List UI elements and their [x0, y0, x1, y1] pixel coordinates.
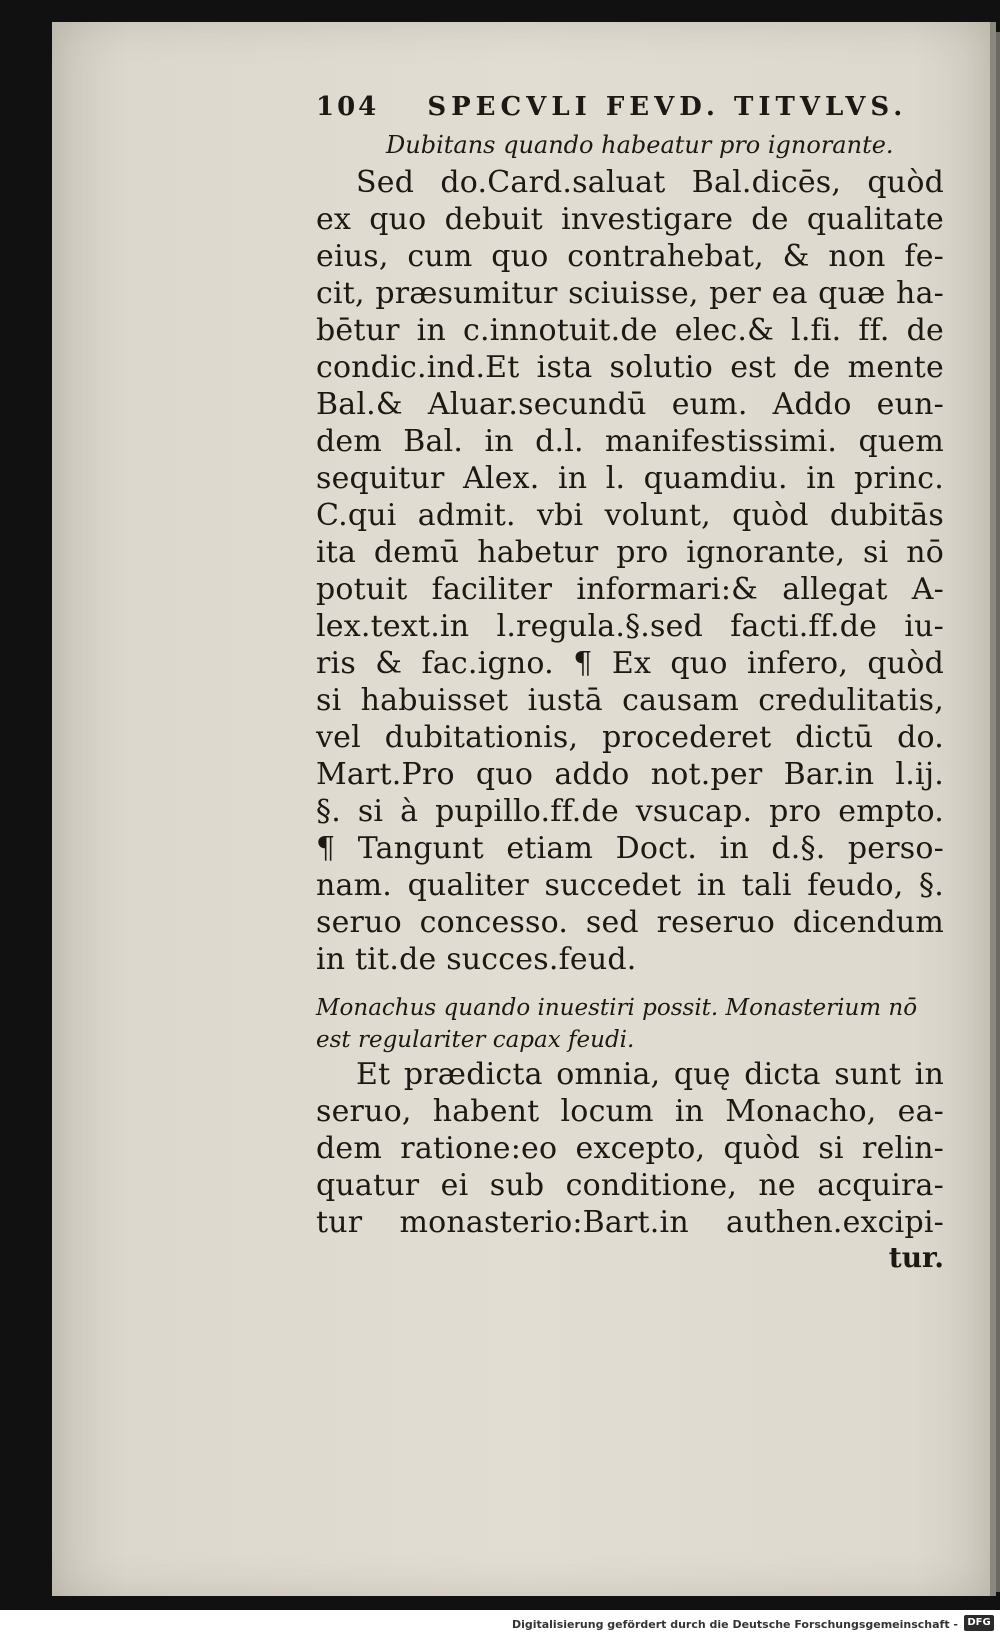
- paragraph-1: [316, 164, 944, 978]
- catchword: tur.: [888, 1241, 944, 1274]
- text-line: sequitur Alex. in l. quamdiu. in princ.: [316, 461, 944, 496]
- text-line: eius, cum quo contrahebat, & non fe-: [316, 239, 944, 274]
- text-line: ¶ Tangunt etiam Doct. in d.§. perso-: [316, 831, 944, 866]
- page-edge: [996, 32, 1000, 1592]
- text-line: ex quo debuit investigare de qualitate: [316, 202, 944, 237]
- side-summary-2: [316, 992, 944, 1056]
- text-line: dem Bal. in d.l. manifestissimi. quem: [316, 424, 944, 459]
- text-line: cit, præsumitur sciuisse, per ea quæ ha-: [316, 276, 944, 311]
- text-line: ita demū habetur pro ignorante, si nō: [316, 535, 944, 570]
- side-summary-1: Dubitans quando habeatur pro ignorante.: [386, 131, 894, 159]
- text-line: condic.ind.Et ista solutio est de mente: [316, 350, 944, 385]
- text-block: [316, 92, 944, 1275]
- text-line: tur monasterio:Bart.in authen.excipi-: [316, 1205, 944, 1240]
- text-line: Mart.Pro quo addo not.per Bar.in l.ij.: [316, 757, 944, 792]
- text-line: C.qui admit. vbi volunt, quòd dubitās: [316, 498, 944, 533]
- text-line: potuit faciliter informari:& allegat A-: [316, 572, 944, 607]
- paragraph-2: [316, 1056, 944, 1241]
- summary-line: Monachus quando inuestiri possit. Monasterium nō: [316, 995, 918, 1021]
- page-number: 104: [316, 92, 380, 122]
- text-line: Et prædicta omnia, quę dicta sunt in: [356, 1057, 944, 1092]
- text-line: nam. qualiter succedet in tali feudo, §.: [316, 868, 944, 903]
- running-title: SPECVLI FEVD. TITVLVS.: [427, 92, 908, 122]
- text-line: Bal.& Aluar.secundū eum. Addo eun-: [316, 387, 944, 422]
- footer-credit: Digitalisierung gefördert durch die Deutsche Forschungsgemeinschaft -: [511, 1618, 958, 1631]
- text-line: §. si à pupillo.ff.de vsucap. pro empto.: [316, 794, 944, 829]
- text-line: dem ratione:eo excepto, quòd si relin-: [316, 1131, 944, 1166]
- text-line: ris & fac.igno. ¶ Ex quo infero, quòd: [316, 646, 944, 681]
- text-line: si habuisset iustā causam credulitatis,: [316, 683, 944, 718]
- text-line: lex.text.in l.regula.§.sed facti.ff.de iu-: [316, 609, 944, 644]
- dfg-logo-icon: DFG: [964, 1615, 994, 1631]
- text-line: bētur in c.innotuit.de elec.& l.fi. ff. de: [316, 313, 944, 348]
- digitization-footer: [0, 1610, 1000, 1634]
- text-line: seruo concesso. sed reseruo dicendum: [316, 905, 944, 940]
- summary-line: est regulariter capax feudi.: [316, 1027, 635, 1053]
- text-line: seruo, habent locum in Monacho, ea-: [316, 1094, 944, 1129]
- running-header: [316, 92, 944, 122]
- text-line: vel dubitationis, procederet dictū do.: [316, 720, 944, 755]
- text-line: in tit.de succes.feud.: [316, 942, 637, 977]
- text-line: quatur ei sub conditione, ne acquira-: [316, 1168, 944, 1203]
- text-line: Sed do.Card.saluat Bal.dicēs, quòd: [356, 165, 944, 200]
